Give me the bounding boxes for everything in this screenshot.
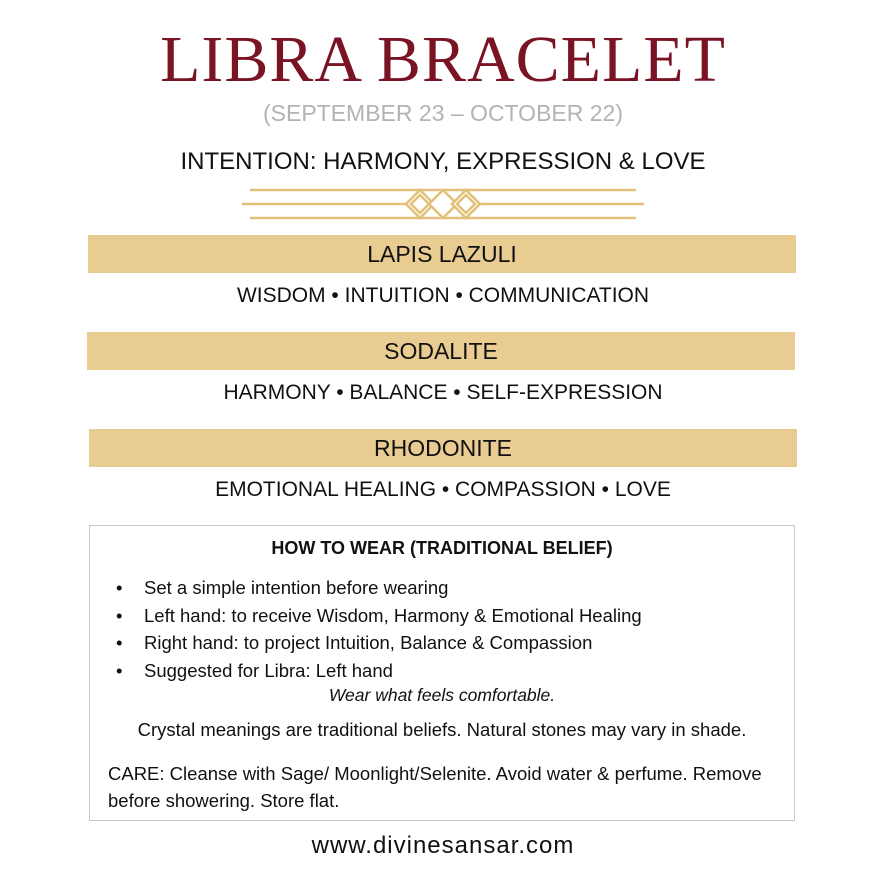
- stone-qualities-sodalite: HARMONY • BALANCE • SELF-EXPRESSION: [223, 381, 663, 404]
- care-instructions: CARE: Cleanse with Sage/ Moonlight/Selenite. Avoid water & perfume. Remove before showering. Store flat.: [108, 763, 762, 811]
- bullet-icon: •: [116, 659, 123, 681]
- list-item: • Suggested for Libra: Left hand: [114, 657, 642, 685]
- list-item: • Right hand: to project Intuition, Balance & Compassion: [114, 629, 642, 657]
- page-title: LIBRA BRACELET: [160, 23, 726, 96]
- website-link[interactable]: www.divinesansar.com: [311, 832, 575, 859]
- date-range: (SEPTEMBER 23 – OCTOBER 22): [262, 100, 623, 126]
- list-item: • Set a simple intention before wearing: [114, 574, 642, 602]
- stone-qualities-rhodonite: EMOTIONAL HEALING • COMPASSION • LOVE: [215, 478, 671, 501]
- stone-band-lapis-lazuli: LAPIS LAZULI: [88, 235, 796, 273]
- bullet-icon: •: [116, 632, 123, 653]
- ornament-divider-icon: [240, 184, 646, 224]
- how-to-wear-title: HOW TO WEAR (TRADITIONAL BELIEF): [271, 538, 613, 558]
- stone-qualities-lapis-lazuli: WISDOM • INTUITION • COMMUNICATION: [236, 284, 650, 307]
- how-to-wear-box: [89, 525, 795, 821]
- intention-text: INTENTION: HARMONY, EXPRESSION & LOVE: [180, 148, 706, 175]
- bullet-icon: •: [116, 577, 123, 598]
- how-to-wear-list: [114, 574, 642, 684]
- comfort-note: Wear what feels comfortable.: [328, 685, 556, 705]
- stone-band-sodalite: SODALITE: [87, 332, 795, 370]
- list-item: • Left hand: to receive Wisdom, Harmony & Emotional Healing: [114, 602, 642, 630]
- disclaimer-text: Crystal meanings are traditional beliefs. Natural stones may vary in shade.: [137, 719, 747, 740]
- bullet-icon: •: [116, 604, 123, 626]
- stone-band-rhodonite: RHODONITE: [89, 429, 797, 467]
